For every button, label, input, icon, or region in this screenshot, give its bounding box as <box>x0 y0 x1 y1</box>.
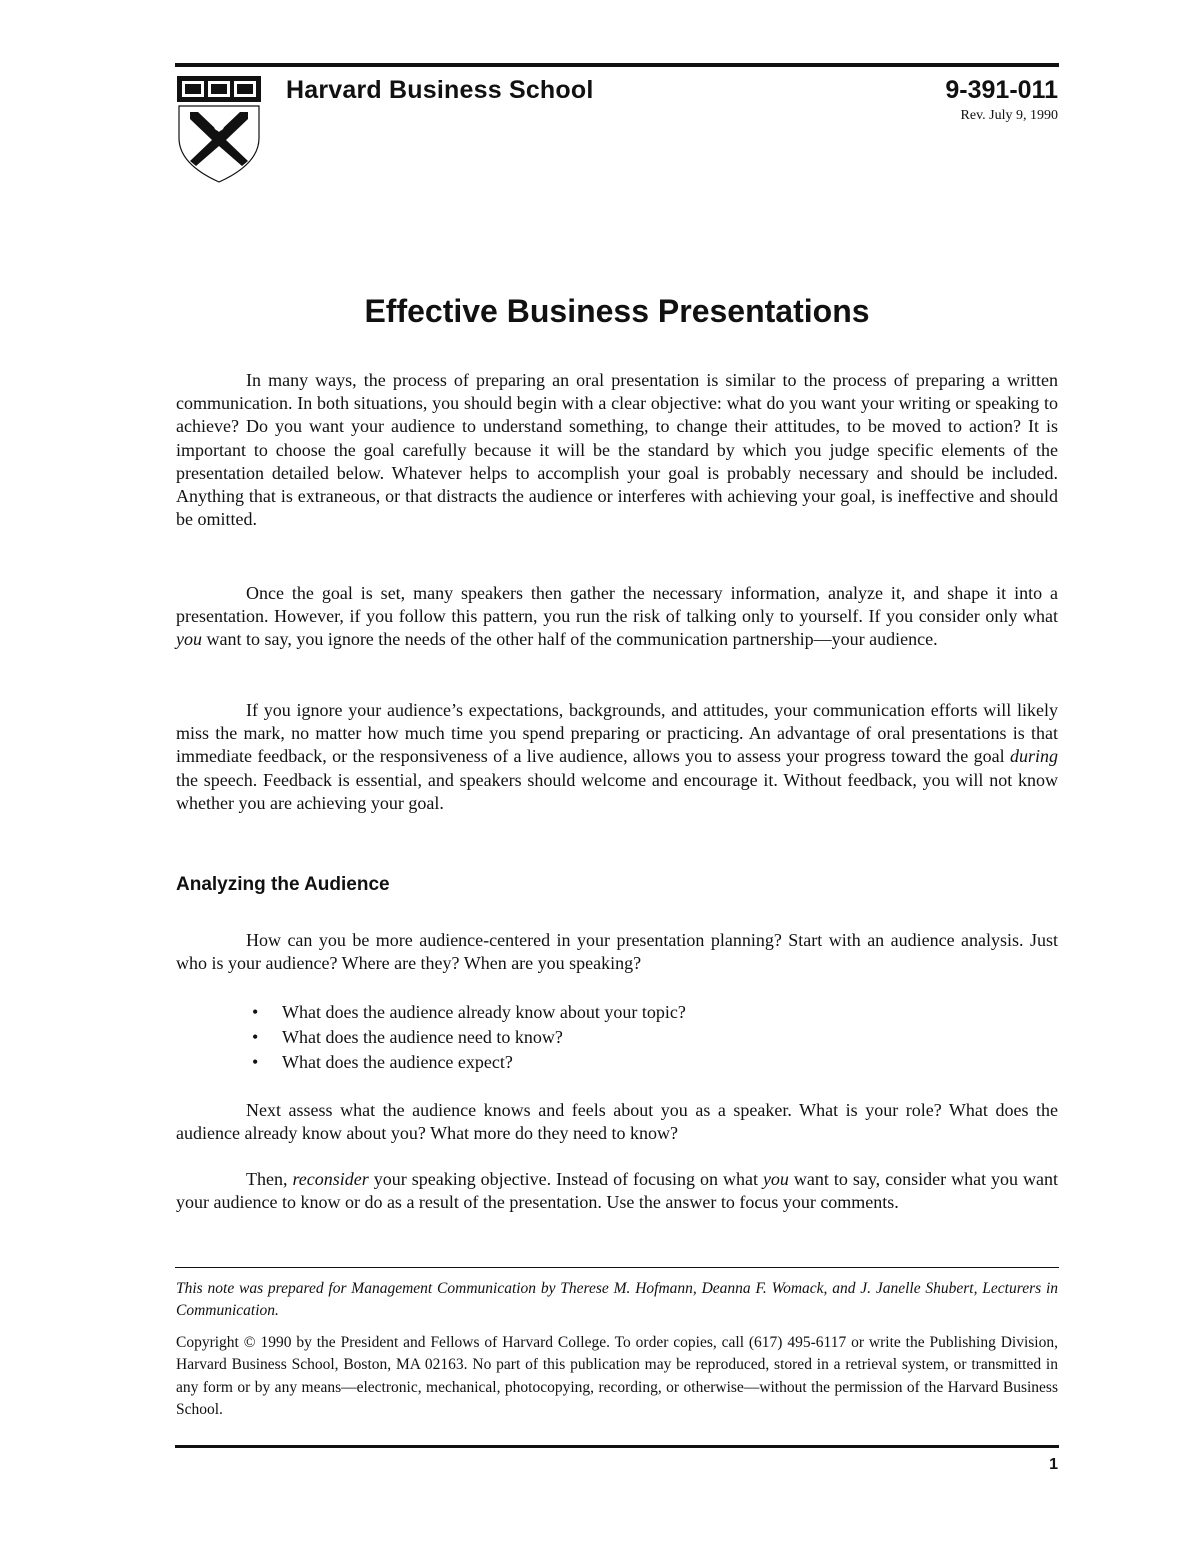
section-paragraph-3 <box>176 1168 1058 1214</box>
paragraph-text: If you ignore your audience’s expectations, backgrounds, and attitudes, your communication efforts will likely miss the mark, no matter how much time you spend preparing or practicing. An advantage of oral presentations is that immediate feedback, or the responsiveness of a live audience, allows you to assess your progress toward the goal <box>176 700 1058 767</box>
intro-paragraph-2 <box>176 582 1058 652</box>
paragraph-text: want to say, you ignore the needs of the other half of the communication partnership—your audience. <box>202 629 938 650</box>
emphasis-text: you <box>176 629 202 650</box>
paragraph-text: the speech. Feedback is essential, and speakers should welcome and encourage it. Without feedback, you will not know whether you are achieving your goal. <box>176 769 1058 813</box>
section-heading: Analyzing the Audience <box>176 874 390 895</box>
paragraph-text: want to say, consider what you want your audience to know or do as a result of the presentation. Use the answer to focus your comments. <box>176 1169 1059 1213</box>
paragraph-text: In many ways, the process of preparing an oral presentation is similar to the process of preparing a written communication. In both situations, you should begin with a clear objective: what do you want your writing or speaking to achieve? Do you want your audience to understand something, to change their attitudes, to be moved to action? It is important to choose the goal carefully because it will be the standard by which you judge specific elements of the presentation detailed below. Whatever helps to accomplish your goal is probably necessary and should be included. Anything that is extraneous, or that distracts the audience or interferes with achieving your goal, is ineffective and should be omitted. <box>176 370 1058 530</box>
footnote-rule <box>175 1267 1059 1268</box>
header-rule <box>175 63 1059 67</box>
document-title: Effective Business Presentations <box>364 293 870 329</box>
intro-paragraph-3 <box>176 699 1058 815</box>
emphasis-text: reconsider <box>292 1169 369 1189</box>
paragraph-text: Once the goal is set, many speakers then gather the necessary information, analyze it, and shape it into a presentation. However, if you follow this pattern, you run the risk of talking only to yourself. If you consider only what <box>176 583 1058 627</box>
section-paragraph-1 <box>176 929 1058 975</box>
list-item: • What does the audience expect? <box>176 1050 1058 1075</box>
list-item: • What does the audience already know about your topic? <box>176 1000 1058 1025</box>
paragraph-text: Then, <box>246 1169 293 1189</box>
revision-date: Rev. July 9, 1990 <box>960 108 1058 123</box>
emphasis-text: you <box>762 1169 789 1189</box>
preparation-note: This note was prepared for Management Communication by Therese M. Hofmann, Deanna F. Womack, and J. Janelle Shubert, Lecturers in Communication. <box>176 1280 1058 1319</box>
section-paragraph-2 <box>176 1099 1058 1145</box>
footer-rule <box>175 1445 1059 1448</box>
intro-paragraph-1 <box>176 369 1058 531</box>
page-number: 1 <box>1049 1456 1058 1473</box>
school-name: Harvard Business School <box>286 76 594 104</box>
document-number: 9-391-011 <box>945 76 1058 104</box>
question-list <box>176 1000 1058 1075</box>
list-item: • What does the audience need to know? <box>176 1025 1058 1050</box>
emphasis-text: during <box>1009 746 1058 767</box>
paragraph-text: your speaking objective. Instead of focusing on what <box>368 1169 763 1189</box>
paragraph-text: Next assess what the audience knows and feels about you as a speaker. What is your role? What does the audience already know about you? What more do they need to know? <box>176 1100 1058 1144</box>
harvard-shield-logo <box>176 74 262 184</box>
paragraph-text: How can you be more audience-centered in your presentation planning? Start with an audience analysis. Just who is your audience? Where are they? When are you speaking? <box>176 930 1058 974</box>
copyright-notice: Copyright © 1990 by the President and Fellows of Harvard College. To order copies, call (617) 495-6117 or write the Publishing Division, Harvard Business School, Boston, MA 02163. No part of this publication may be reproduced, stored in a retrieval system, or transmitted in any form or by any means—electronic, mechanical, photocopying, recording, or otherwise—without the permission of the Harvard Business School. <box>176 1334 1058 1419</box>
